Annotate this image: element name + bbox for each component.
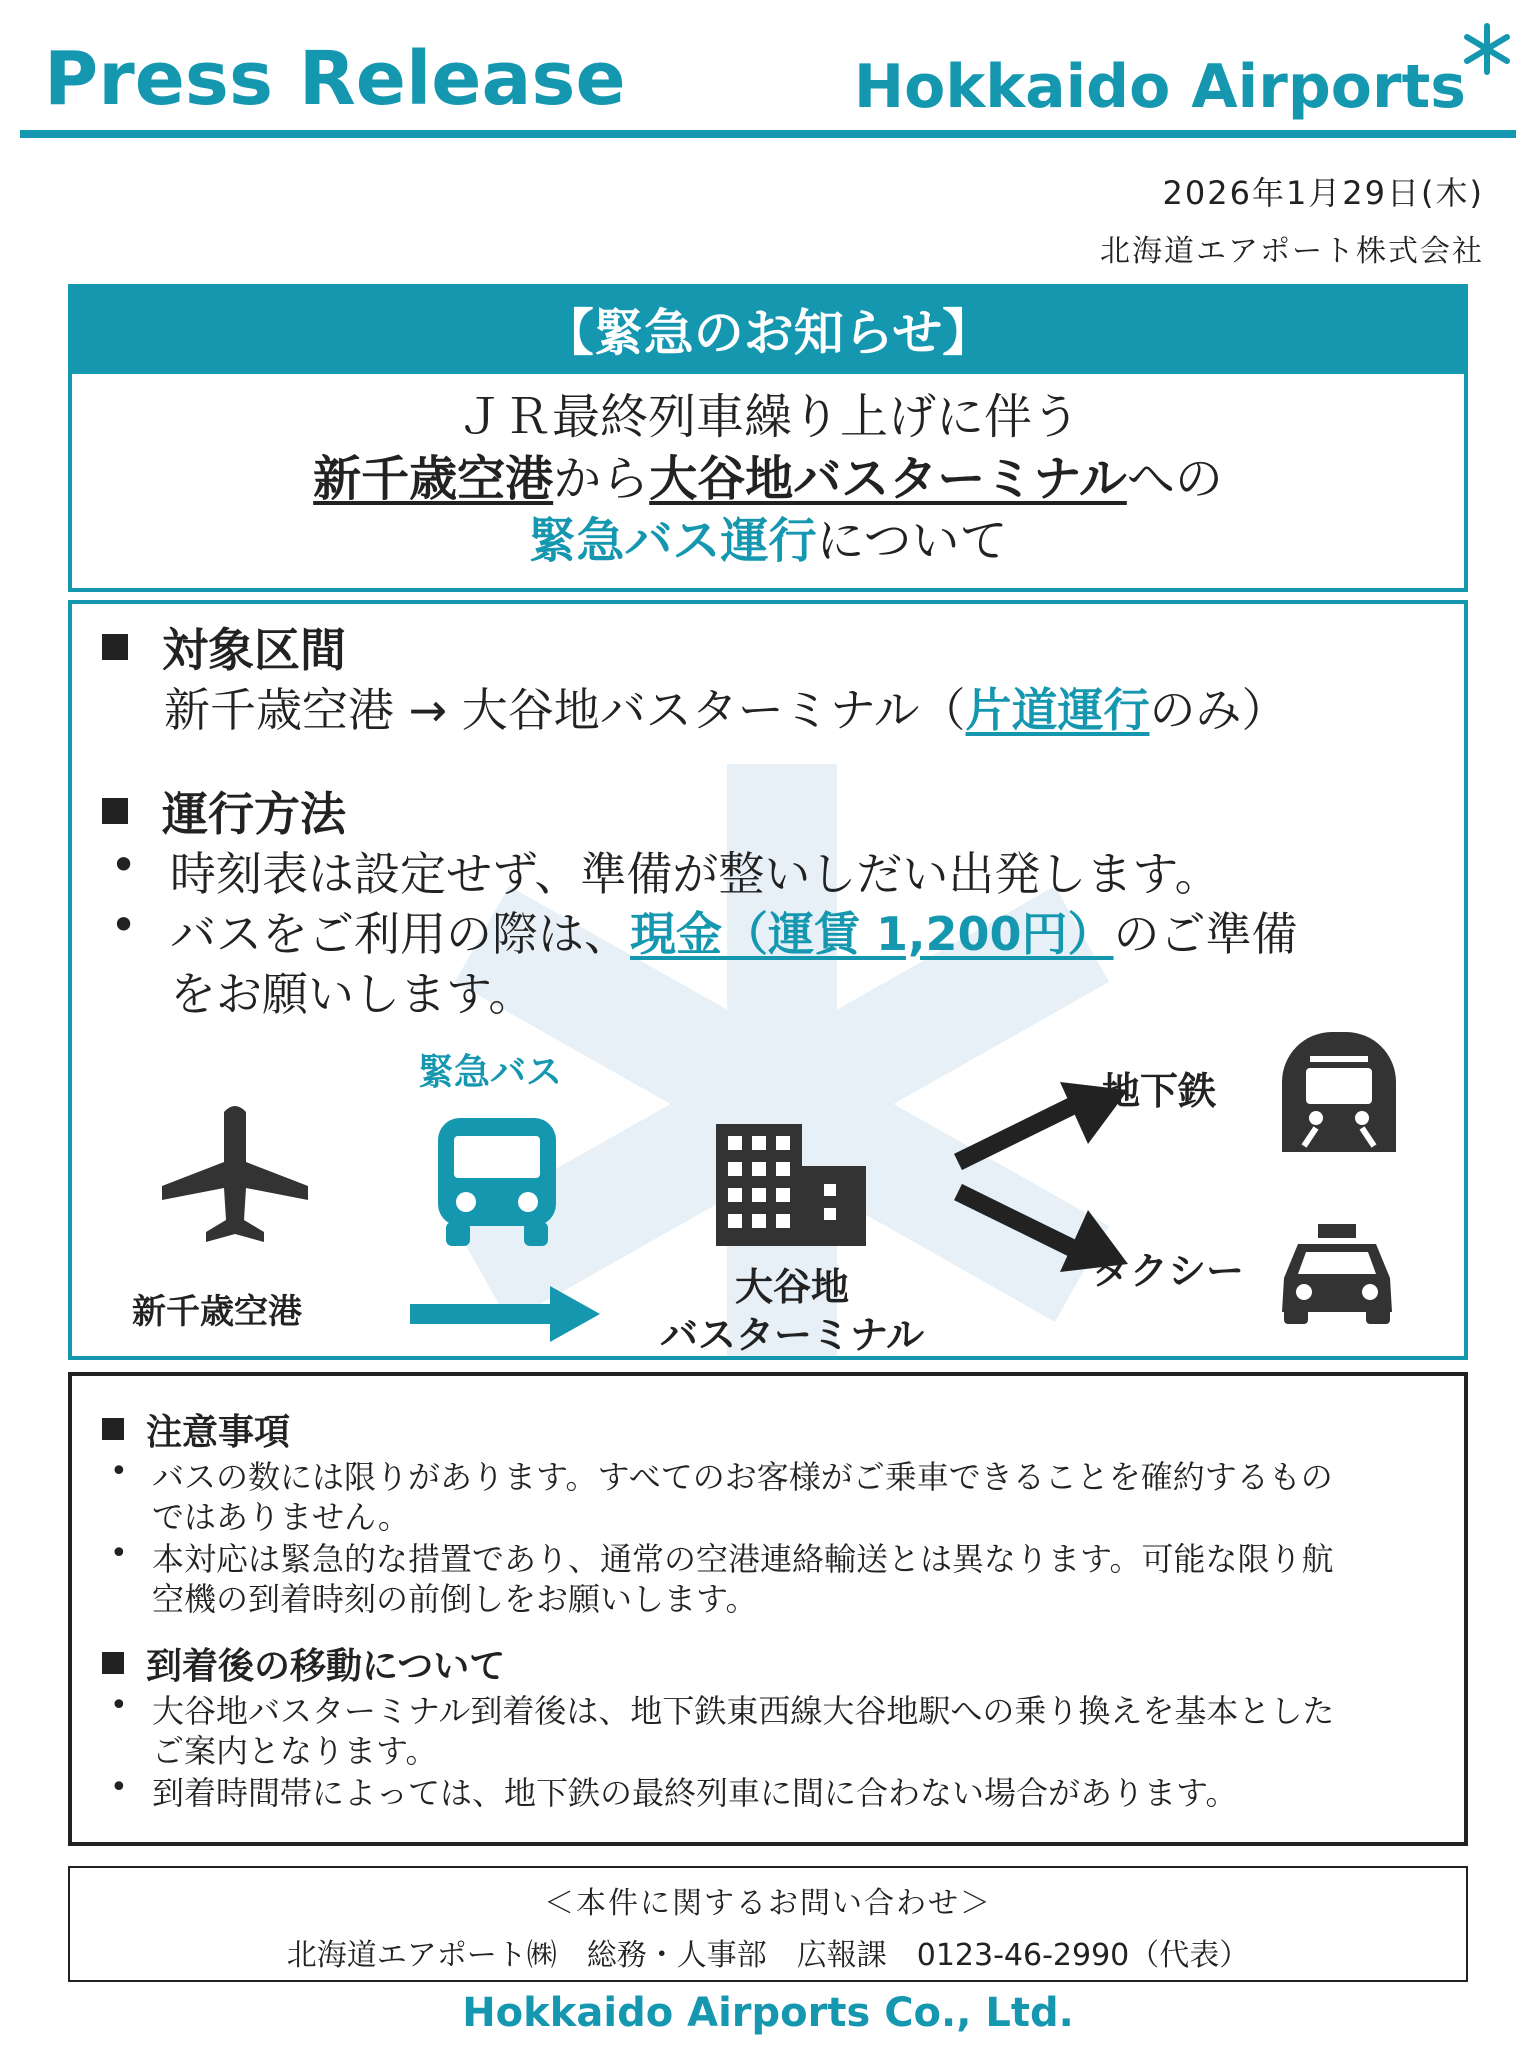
note-1-line-2: ではありません。 bbox=[152, 1498, 410, 1536]
note-3-line-2: ご案内となります。 bbox=[152, 1732, 438, 1770]
note-4-line-1: 到着時間帯によっては、地下鉄の最終列車に間に合わない場合があります。 bbox=[152, 1774, 1238, 1812]
route-description bbox=[164, 674, 1288, 740]
method-bullet-2 bbox=[170, 898, 1298, 964]
section-method-heading-text: 運行方法 bbox=[162, 787, 346, 841]
method-bullet-2-c: のご準備 bbox=[1113, 907, 1298, 961]
press-release-title: Press Release bbox=[44, 36, 626, 122]
bullet-dot: • bbox=[110, 1770, 128, 1805]
contact-box bbox=[68, 1866, 1468, 1982]
bullet-dot: • bbox=[110, 1454, 128, 1489]
release-date: 2026年1月29日(木) bbox=[1162, 174, 1484, 212]
bullet-dot: • bbox=[110, 1688, 128, 1723]
title-origin: 新千歳空港 bbox=[313, 451, 554, 507]
bullet-dot: • bbox=[110, 898, 138, 952]
after-arrival-heading bbox=[102, 1638, 505, 1689]
note-2-line-2: 空機の到着時刻の前倒しをお願いします。 bbox=[152, 1580, 758, 1618]
section-target-heading bbox=[102, 614, 346, 680]
airplane-icon bbox=[160, 1104, 310, 1244]
bullet-dot: • bbox=[110, 1536, 128, 1571]
fare-label: 現金（運賃 1,200円） bbox=[630, 907, 1114, 961]
bus-icon bbox=[432, 1112, 562, 1248]
notice-title-box bbox=[68, 372, 1468, 592]
notes-heading-text: 注意事項 bbox=[146, 1412, 291, 1453]
arrow-up-right-icon bbox=[948, 1080, 1128, 1170]
urgent-notice-banner bbox=[68, 284, 1468, 374]
square-bullet-icon bbox=[102, 634, 128, 660]
bullet-dot: • bbox=[110, 838, 138, 892]
section-target-heading-text: 対象区間 bbox=[162, 623, 346, 677]
contact-title: ＜本件に関するお問い合わせ＞ bbox=[544, 1886, 992, 1921]
after-arrival-heading-text: 到着後の移動について bbox=[146, 1646, 506, 1687]
notes-heading bbox=[102, 1404, 290, 1455]
taxi-label: タクシー bbox=[1092, 1249, 1245, 1293]
method-bullet-2-a: バスをご利用の際は、 bbox=[170, 907, 630, 961]
route-text: 新千歳空港 → 大谷地バスターミナル（ bbox=[164, 683, 966, 737]
square-bullet-icon bbox=[102, 1652, 124, 1674]
title-from: から bbox=[553, 451, 650, 507]
section-method-heading bbox=[102, 778, 346, 844]
urgent-notice-label: 【緊急のお知らせ】 bbox=[543, 304, 993, 362]
brand-logo-text: Hokkaido Airports bbox=[853, 52, 1466, 122]
airport-label: 新千歳空港 bbox=[132, 1292, 302, 1332]
one-way-label: 片道運行 bbox=[965, 683, 1150, 737]
note-2-line-1: 本対応は緊急的な措置であり、通常の空港連絡輸送とは異なります。可能な限り航 bbox=[152, 1540, 1334, 1578]
note-3-line-1: 大谷地バスターミナル到着後は、地下鉄東西線大谷地駅への乗り換えを基本とした bbox=[152, 1692, 1335, 1730]
subway-label: 地下鉄 bbox=[1102, 1069, 1217, 1113]
arrow-right-icon bbox=[410, 1286, 600, 1342]
emergency-bus-label: 緊急バス bbox=[418, 1052, 563, 1093]
route-only: のみ） bbox=[1149, 683, 1288, 737]
title-emergency-bus: 緊急バス運行 bbox=[528, 513, 817, 569]
terminal-label-line-2: バスターミナル bbox=[659, 1313, 925, 1357]
method-bullet-2-cont: をお願いします。 bbox=[170, 967, 535, 1021]
notes-box bbox=[68, 1372, 1468, 1846]
method-bullet-1: 時刻表は設定せず、準備が整いしだい出発します。 bbox=[170, 847, 1221, 901]
header-divider bbox=[20, 130, 1516, 138]
asterisk-logo-icon bbox=[1460, 22, 1514, 76]
note-1-line-1: バスの数には限りがあります。すべてのお客様がご乗車できることを確約するもの bbox=[152, 1458, 1333, 1496]
title-destination: 大谷地バスターミナル bbox=[649, 451, 1127, 507]
title-line-2 bbox=[72, 448, 1464, 510]
square-bullet-icon bbox=[102, 1418, 124, 1440]
title-line-1: ＪＲ最終列車繰り上げに伴う bbox=[455, 389, 1080, 445]
contact-detail: 北海道エアポート㈱ 総務・人事部 広報課 0123-46-2990（代表） bbox=[286, 1938, 1250, 1973]
main-info-box bbox=[68, 600, 1468, 1360]
terminal-label-line-1: 大谷地 bbox=[734, 1265, 849, 1309]
issuing-company: 北海道エアポート株式会社 bbox=[1100, 234, 1484, 269]
building-icon bbox=[716, 1124, 866, 1246]
title-about: について bbox=[816, 513, 1008, 569]
title-line-3 bbox=[72, 510, 1464, 572]
title-to: への bbox=[1126, 451, 1223, 507]
subway-icon bbox=[1282, 1032, 1396, 1152]
square-bullet-icon bbox=[102, 798, 128, 824]
taxi-icon bbox=[1278, 1224, 1396, 1324]
footer-company-name: Hokkaido Airports Co., Ltd. bbox=[462, 1990, 1074, 2036]
